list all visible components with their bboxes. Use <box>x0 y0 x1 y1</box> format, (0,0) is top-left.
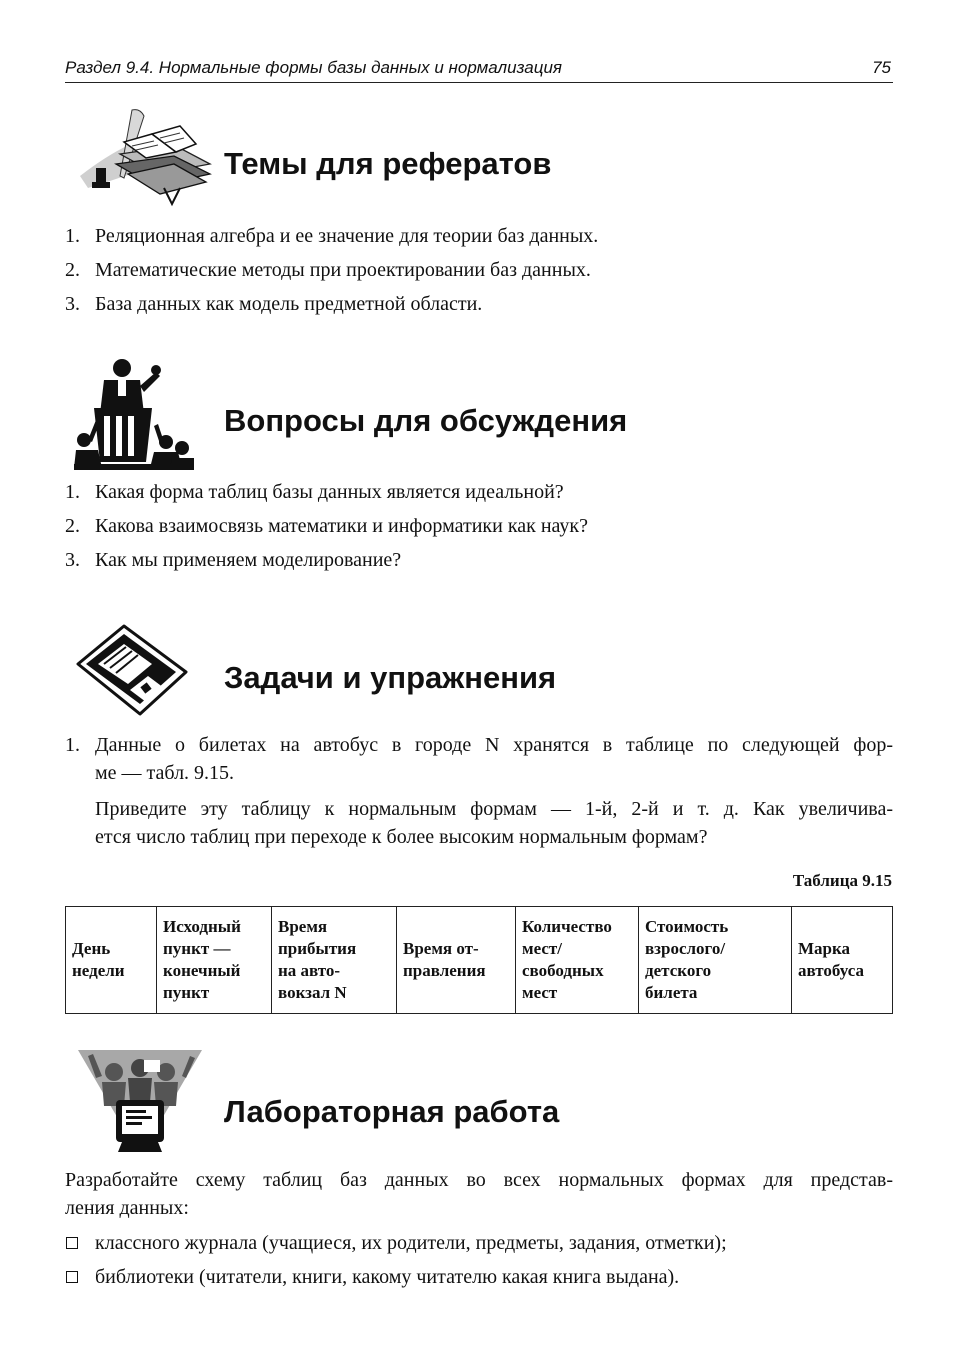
list-item-number: 3. <box>65 293 80 315</box>
section-title-discussion-questions: Вопросы для обсуждения <box>224 403 628 438</box>
list-item <box>65 475 893 509</box>
header-line: билета <box>645 983 698 1002</box>
header-line: Марка <box>798 939 851 958</box>
list-item-number: 1. <box>65 225 80 247</box>
task-instruction-line2: ется число таблиц при переходе к более высоким нормальным формам? <box>95 826 708 848</box>
list-item <box>65 1226 893 1260</box>
list-item-text: Реляционная алгебра и ее значение для теории баз данных. <box>95 225 599 247</box>
book-quill-icon <box>76 108 216 212</box>
list-item-text: библиотеки (читатели, книги, какому читателю какая книга выдана). <box>95 1266 680 1288</box>
header-line: недели <box>72 961 125 980</box>
table-header-row <box>66 907 893 1014</box>
section-title-essay-topics: Темы для рефератов <box>224 146 552 181</box>
running-header <box>65 56 893 83</box>
list-item <box>65 509 893 543</box>
checkbox-bullet-icon <box>66 1271 78 1283</box>
header-line: Стоимость <box>645 917 729 936</box>
header-line: вокзал N <box>278 983 347 1002</box>
header-cell <box>157 907 272 1014</box>
list-item <box>65 253 893 287</box>
header-line: пункт <box>163 983 210 1002</box>
page-number: 75 <box>872 58 891 77</box>
task-item <box>65 731 893 851</box>
list-item <box>65 287 893 321</box>
header-cell <box>66 907 157 1014</box>
header-line: конечный <box>163 961 241 980</box>
task-text-line2: ме — табл. 9.15. <box>95 762 235 784</box>
header-line: мест/ <box>522 939 562 958</box>
list-item-text: Какая форма таблиц базы данных является идеальной? <box>95 481 564 503</box>
lecturer-audience-icon <box>74 356 194 470</box>
list-item <box>65 1260 893 1294</box>
header-line: на авто- <box>278 961 341 980</box>
section-title-lab-work: Лабораторная работа <box>224 1094 560 1129</box>
list-item-number: 3. <box>65 549 80 571</box>
task-text-line1: Данные о билетах на автобус в городе N хранятся в таблице по следующей фор- <box>95 734 893 756</box>
list-item-number: 2. <box>65 515 80 537</box>
list-item-text: Какова взаимосвязь математики и информатики как наук? <box>95 515 588 537</box>
list-item <box>65 219 893 253</box>
header-line: автобуса <box>798 961 864 980</box>
list-item-text: База данных как модель предметной области. <box>95 293 483 315</box>
header-line: свободных <box>522 961 604 980</box>
essay-topics-list <box>65 219 893 321</box>
table-caption: Таблица 9.15 <box>792 871 892 890</box>
header-cell <box>516 907 639 1014</box>
list-item-number: 2. <box>65 259 80 281</box>
list-item-text: Как мы применяем моделирование? <box>95 549 402 571</box>
header-line: прибытия <box>278 939 357 958</box>
header-line: пункт — <box>163 939 231 958</box>
header-cell <box>397 907 516 1014</box>
floppy-disk-icon <box>72 620 190 720</box>
header-line: детского <box>645 961 712 980</box>
header-line: взрослого/ <box>645 939 726 958</box>
header-cell <box>272 907 397 1014</box>
header-line: Количество <box>522 917 612 936</box>
lab-intro-line1: Разработайте схему таблиц баз данных во всех нормальных формах для представ- <box>65 1169 893 1191</box>
header-line: Время <box>278 917 328 936</box>
lab-bullet-list <box>65 1226 893 1294</box>
list-item-text: классного журнала (учащиеся, их родители, предметы, задания, отметки); <box>95 1232 727 1254</box>
lab-intro <box>65 1166 893 1222</box>
lab-intro-line2: ления данных: <box>65 1197 189 1219</box>
computer-group-icon <box>78 1050 202 1160</box>
header-line: День <box>72 939 111 958</box>
header-line: Исходный <box>163 917 241 936</box>
header-cell <box>639 907 792 1014</box>
task-number: 1. <box>65 734 80 756</box>
list-item <box>65 543 893 577</box>
bus-tickets-table <box>65 906 893 1014</box>
section-title-tasks-exercises: Задачи и упражнения <box>224 660 557 695</box>
task-instruction-line1: Приведите эту таблицу к нормальным формам — 1-й, 2-й и т. д. Как увеличива- <box>95 798 893 820</box>
header-cell <box>792 907 893 1014</box>
header-line: правления <box>403 961 486 980</box>
checkbox-bullet-icon <box>66 1237 78 1249</box>
discussion-questions-list <box>65 475 893 577</box>
header-line: мест <box>522 983 558 1002</box>
list-item-text: Математические методы при проектировании баз данных. <box>95 259 591 281</box>
header-section-title: Раздел 9.4. Нормальные формы базы данных и нормализация <box>65 58 562 77</box>
list-item-number: 1. <box>65 481 80 503</box>
header-line: Время от- <box>403 939 479 958</box>
